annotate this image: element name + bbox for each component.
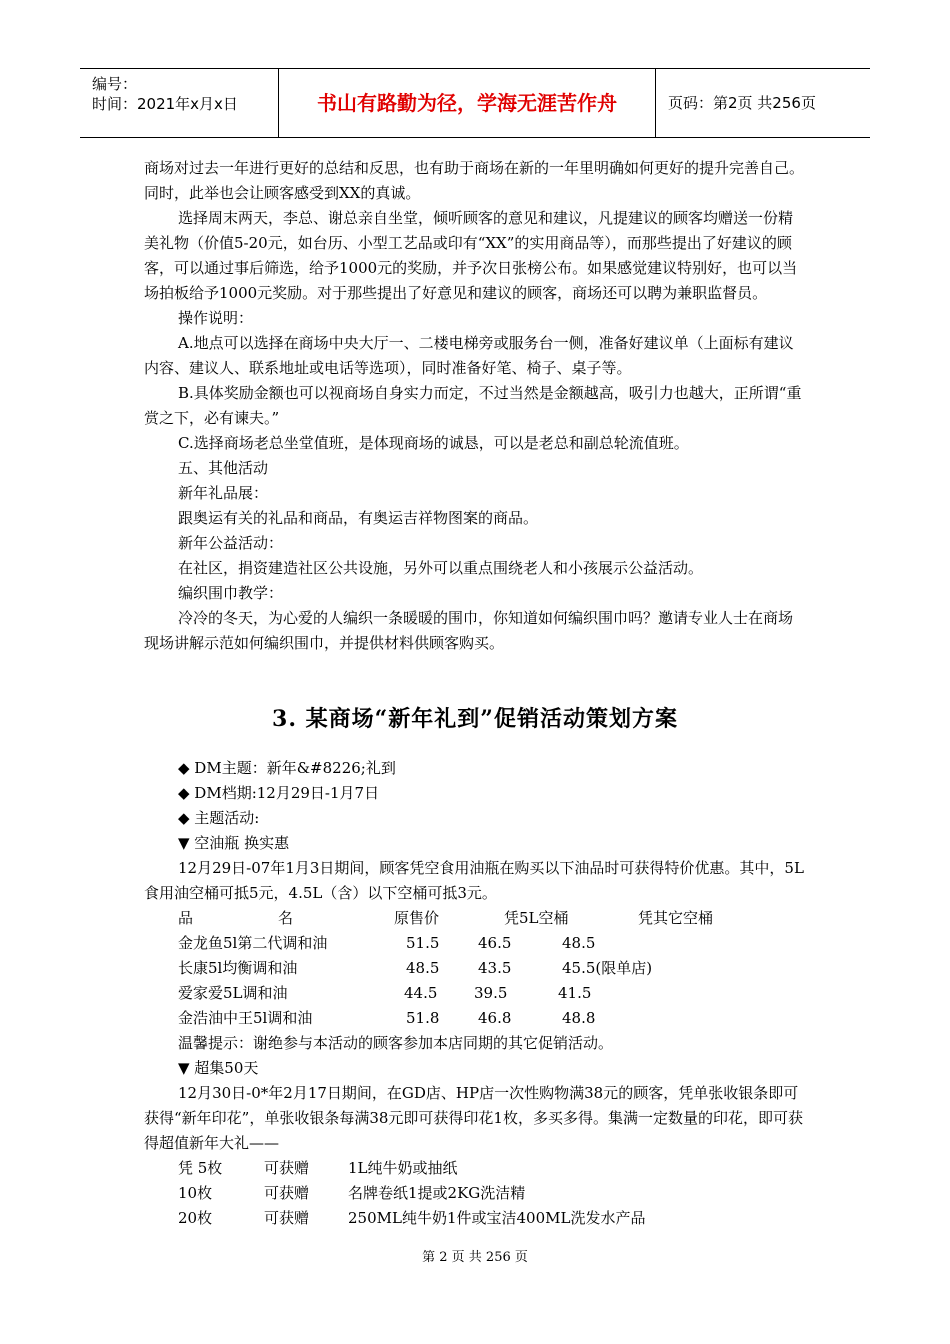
table-cell: 长康5l均衡调和油 [178, 959, 298, 977]
table-cell: 46.5 [478, 934, 512, 952]
paragraph: C.选择商场老总坐堂值班，是体现商场的诚恳，可以是老总和副总轮流值班。 [178, 434, 689, 452]
table-row [144, 956, 824, 981]
paragraph: B.具体奖励金额也可以视商场自身实力而定，不过当然是金额越高，吸引力也越大，正所谓“重赏之下，必有谏夫。” [144, 384, 802, 427]
table-header-cell: 品 [178, 909, 194, 927]
paragraph: 选择周末两天，李总、谢总亲自坐堂，倾听顾客的意见和建议，凡提建议的顾客均赠送一份精美礼物（价值5-20元，如台历、小型工艺品或印有“XX”的实用商品等），而那些提出了好建议的顾客，可以通过事后筛选，给予1000元的奖励，并予次日张榜公布。如果感觉建议特别好，也可以当场拍板给予1000元奖励。对于那些提出了好意见和建议的顾客，商场还可以聘为兼职监督员。 [144, 209, 798, 302]
paragraph: A.地点可以选择在商场中央大厅一、二楼电梯旁或服务台一侧，准备好建议单（上面标有建议内容、建议人、联系地址或电话等选项），同时准备好笔、椅子、桌子等。 [144, 334, 794, 377]
subheading: ▼ 空油瓶 换实惠 [178, 834, 290, 852]
table-header-row [144, 906, 824, 931]
page-header [80, 68, 870, 138]
reward-count: 凭 5枚 [178, 1159, 223, 1177]
paragraph: 冷冷的冬天，为心爱的人编织一条暖暖的围巾，你知道如何编织围巾吗？邀请专业人士在商场现场讲解示范如何编织围巾，并提供材料供顾客购买。 [144, 609, 794, 652]
reward-item: 1L纯牛奶或抽纸 [348, 1159, 458, 1177]
table-row [144, 1006, 824, 1031]
reward-verb: 可获赠 [264, 1159, 310, 1177]
section-title: 3. 某商场“新年礼到”促销活动策划方案 [272, 706, 678, 732]
paragraph: 五、其他活动 [178, 459, 269, 477]
paragraph: 商场对过去一年进行更好的总结和反思，也有助于商场在新的一年里明确如何更好的提升完善自己。同时，此举也会让顾客感受到XX的真诚。 [144, 159, 805, 202]
bullet-item: ◆ DM主题：新年&#8226;礼到 [178, 759, 396, 777]
bullet-item: ◆ 主题活动: [178, 809, 260, 827]
table-cell: 51.5 [406, 934, 440, 952]
paragraph: 新年公益活动： [178, 534, 284, 552]
table-cell: 金浩油中王5l调和油 [178, 1009, 313, 1027]
bullet-item: ◆ DM档期:12月29日-1月7日 [178, 784, 380, 802]
reward-verb: 可获赠 [264, 1209, 310, 1227]
paragraph: 12月29日-07年1月3日期间，顾客凭空食用油瓶在购买以下油品时可获得特价优惠。其中，5L食用油空桶可抵5元，4.5L（含）以下空桶可抵3元。 [144, 859, 804, 902]
reward-count: 20枚 [178, 1209, 213, 1227]
reward-count: 10枚 [178, 1184, 213, 1202]
table-cell: 金龙鱼5l第二代调和油 [178, 934, 328, 952]
table-row [144, 981, 824, 1006]
table-cell: 51.8 [406, 1009, 440, 1027]
page-footer: 第 2 页 共 256 页 [422, 1250, 528, 1265]
table-cell: 44.5 [404, 984, 438, 1002]
doc-date: 时间：2021年x月x日 [92, 95, 238, 113]
reward-row [144, 1181, 824, 1206]
paragraph: 跟奥运有关的礼品和商品，有奥运吉祥物图案的商品。 [178, 509, 539, 527]
paragraph: 在社区，捐资建造社区公共设施，另外可以重点围绕老人和小孩展示公益活动。 [178, 559, 704, 577]
reward-row [144, 1156, 824, 1181]
header-page-info: 页码：第2页 共256页 [668, 94, 816, 112]
table-cell: 爱家爱5L调和油 [178, 984, 288, 1002]
reward-item: 名牌卷纸1提或2KG洗洁精 [348, 1184, 526, 1202]
tip-text: 温馨提示：谢绝参与本活动的顾客参加本店同期的其它促销活动。 [178, 1034, 614, 1052]
table-header-cell: 凭其它空桶 [638, 909, 714, 927]
table-header-cell: 原售价 [394, 909, 440, 927]
reward-item: 250ML纯牛奶1件或宝洁400ML洗发水产品 [348, 1209, 646, 1227]
table-cell: 41.5 [558, 984, 592, 1002]
subheading: ▼ 超集50天 [178, 1059, 259, 1077]
table-header-cell: 凭5L空桶 [504, 909, 569, 927]
reward-verb: 可获赠 [264, 1184, 310, 1202]
body-text [144, 156, 806, 656]
paragraph: 新年礼品展： [178, 484, 269, 502]
doc-code-label: 编号： [92, 75, 138, 93]
table-header-cell: 名 [278, 909, 294, 927]
table-cell: 43.5 [478, 959, 512, 977]
paragraph: 操作说明： [178, 309, 254, 327]
paragraph: 12月30日-0*年2月17日期间，在GD店、HP店一次性购物满38元的顾客，凭单张收银条即可获得“新年印花”，单张收银条每满38元即可获得印花1枚，多买多得。集满一定数量的印花，即可获得超值新年大礼—— [144, 1084, 803, 1152]
table-cell: 48.5 [562, 934, 596, 952]
reward-row [144, 1206, 824, 1231]
paragraph: 编织围巾教学： [178, 584, 284, 602]
table-cell: 45.5(限单店) [562, 959, 653, 977]
header-motto: 书山有路勤为径，学海无涯苦作舟 [279, 69, 656, 137]
table-row [144, 931, 824, 956]
section-body [144, 756, 824, 1231]
table-cell: 39.5 [474, 984, 508, 1002]
table-cell: 48.5 [406, 959, 440, 977]
table-cell: 48.8 [562, 1009, 596, 1027]
header-meta [80, 69, 279, 137]
table-cell: 46.8 [478, 1009, 512, 1027]
